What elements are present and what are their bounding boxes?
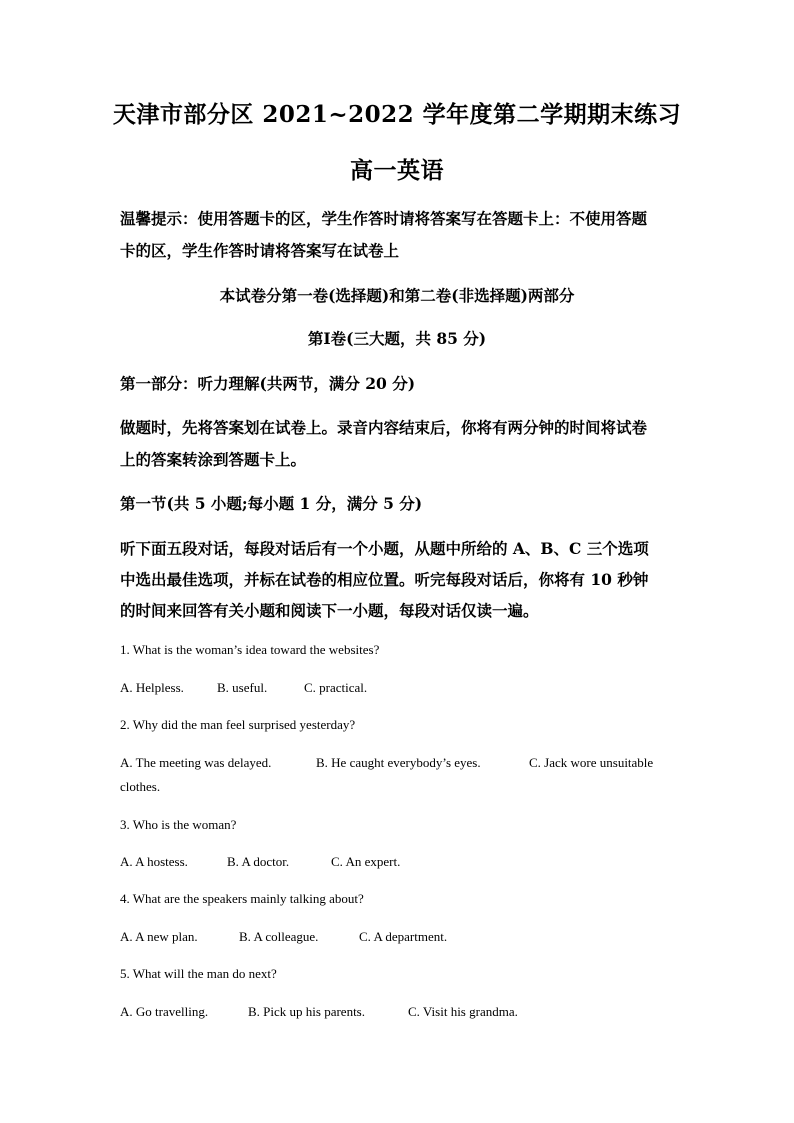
part1-heading: 第一部分：听力理解(共两节，满分 20 分) [120, 374, 416, 393]
section1-desc-line-3: 的时间来回答有关小题和阅读下一小题，每段对话仅读一遍。 [120, 601, 539, 620]
notice-line-2: 卡的区，学生作答时请将答案写在试卷上 [120, 241, 400, 260]
part1-instruction-line-1: 做题时，先将答案划在试卷上。录音内容结束后，你将有两分钟的时间将试卷 [120, 418, 648, 437]
section1-desc-line-1: 听下面五段对话，每段对话后有一个小题，从题中所给的 A、B、C 三个选项 [120, 539, 649, 558]
part1-instruction-line-2: 上的答案转涂到答题卡上。 [120, 450, 307, 469]
question-5-option-a: A. Go travelling. [120, 1004, 209, 1019]
question-4-stem: 4. What are the speakers mainly talking about? [120, 891, 364, 906]
question-2-option-c: C. Jack wore unsuitable [529, 755, 654, 770]
question-3-stem: 3. Who is the woman? [120, 817, 237, 832]
question-2-option-b: B. He caught everybody’s eyes. [316, 755, 481, 770]
question-5-stem: 5. What will the man do next? [120, 966, 277, 981]
volume-title: 第Ⅰ卷(三大题，共 85 分) [307, 329, 487, 348]
question-1-stem: 1. What is the woman’s idea toward the websites? [120, 642, 380, 657]
notice-line-1: 温馨提示：使用答题卡的区，学生作答时请将答案写在答题卡上：不使用答题 [120, 209, 648, 228]
question-3-option-c: C. An expert. [331, 854, 401, 869]
section1-desc-line-2: 中选出最佳选项，并标在试卷的相应位置。听完每段对话后，你将有 10 秒钟 [120, 570, 649, 589]
question-4-option-c: C. A department. [359, 929, 448, 944]
question-4-option-b: B. A colleague. [239, 929, 319, 944]
question-4-option-a: A. A new plan. [120, 929, 198, 944]
question-1-option-c: C. practical. [304, 680, 368, 695]
question-1-option-a: A. Helpless. [120, 680, 184, 695]
question-3-option-b: B. A doctor. [227, 854, 290, 869]
question-2-stem: 2. Why did the man feel surprised yesterday? [120, 717, 356, 732]
question-5-option-c: C. Visit his grandma. [408, 1004, 518, 1019]
section1-heading: 第一节(共 5 小题;每小题 1 分，满分 5 分) [120, 494, 423, 513]
question-3-option-a: A. A hostess. [120, 854, 188, 869]
question-1-option-b: B. useful. [217, 680, 268, 695]
paper-info: 本试卷分第一卷(选择题)和第二卷(非选择题)两部分 [219, 286, 575, 305]
exam-subject: 高一英语 [350, 157, 444, 184]
question-2-option-c-wrap: clothes. [120, 779, 161, 794]
question-2-option-a: A. The meeting was delayed. [120, 755, 272, 770]
exam-title: 天津市部分区 2021~2022 学年度第二学期期末练习 [112, 101, 682, 128]
question-5-option-b: B. Pick up his parents. [248, 1004, 365, 1019]
